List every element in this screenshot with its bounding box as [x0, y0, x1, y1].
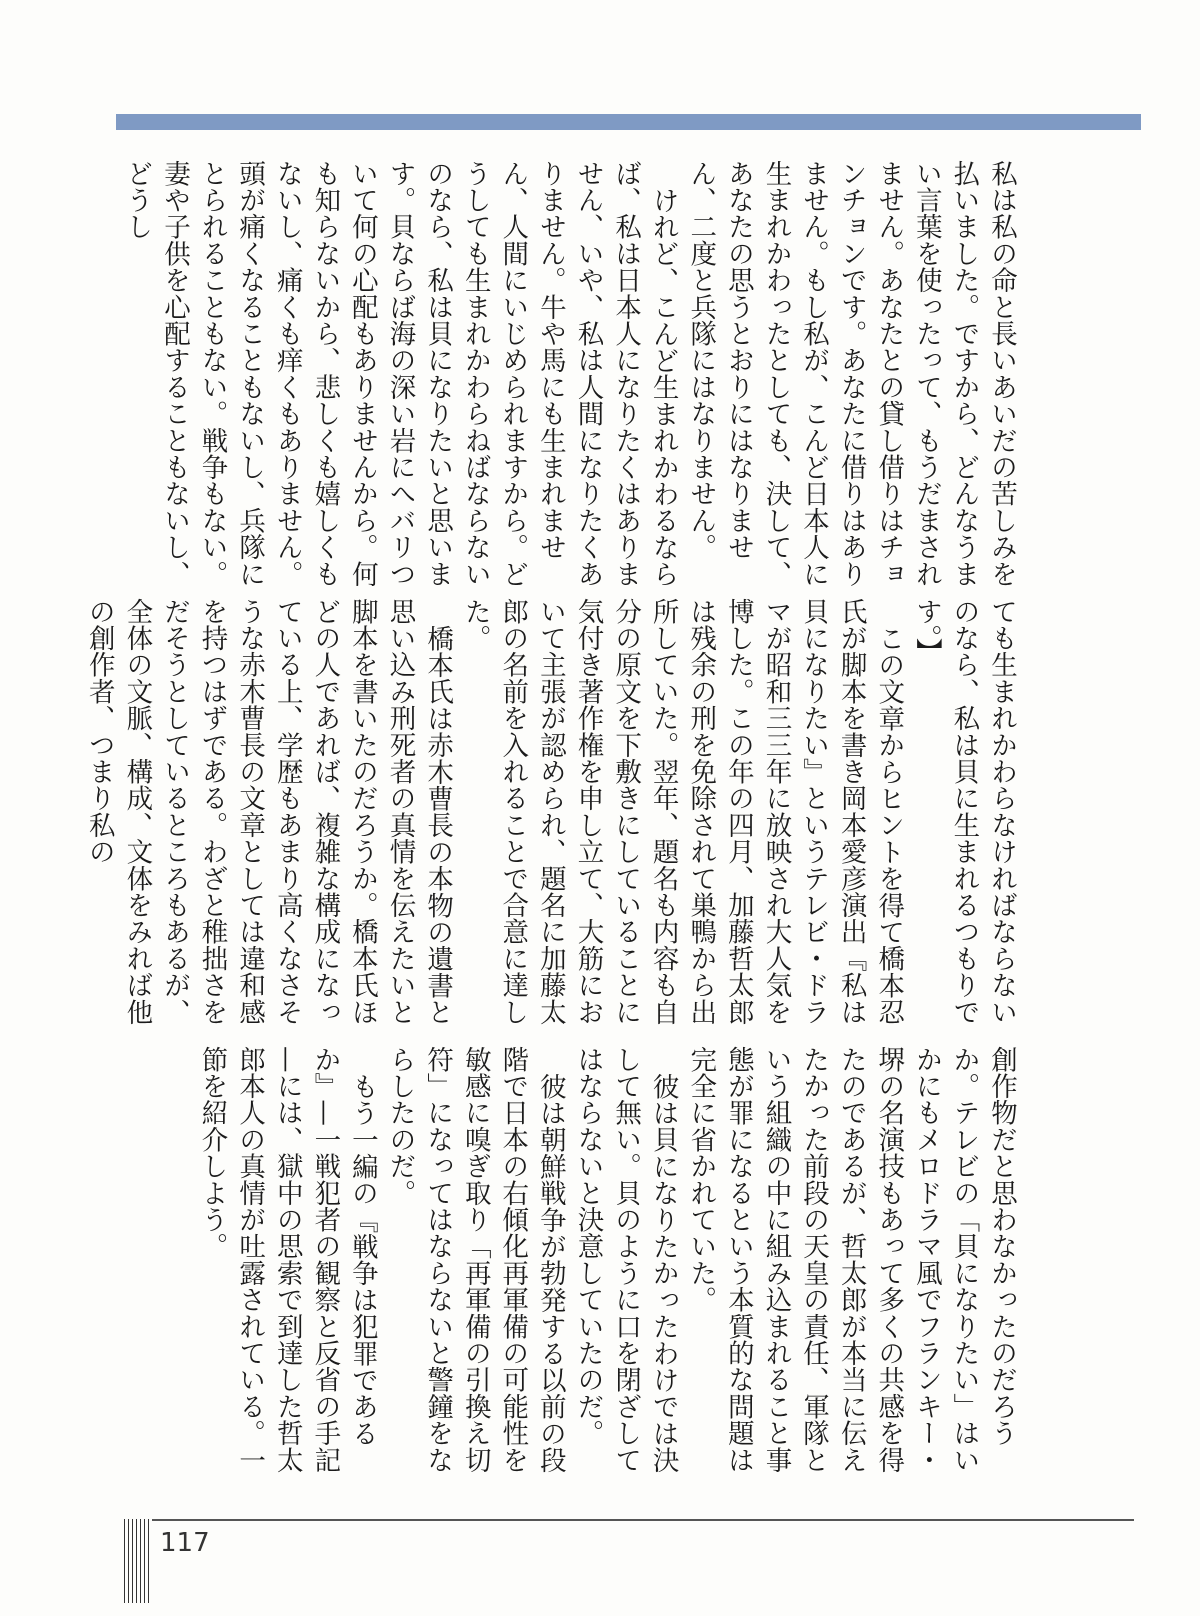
paragraph: ても生まれかわらなければならないのなら、私は貝に生まれるつもりです。】	[910, 598, 1017, 1026]
page-number: 117	[160, 1528, 210, 1558]
footer-rule	[152, 1519, 1134, 1521]
text-block-bottom	[124, 1046, 1020, 1486]
paragraph: この文章からヒントを得て橋本忍氏が脚本を書き岡本愛彦演出『私は貝になりたい』というテレビ・ドラマが昭和三三年に放映され大人気を博した。この年の四月、加藤哲太郎は残余の刑を免除されて巣鴨から出所していた。翌年、題名も内容も自分の原文を下敷きにしていることに気付き著作権を申し立て、大筋において主張が認められ、題名に加藤太郎の名前を入れることで合意に達した。	[459, 598, 905, 1026]
text-block-top	[121, 160, 1020, 590]
paragraph: もう一編の『戦争は犯罪であるか』—一戦犯者の観察と反省の手記—には、獄中の思索で到達した哲太郎本人の真情が吐露されている。一節を紹介しよう。	[196, 1046, 378, 1474]
footer-stripe-ornament	[124, 1519, 150, 1603]
paragraph: 橋本氏は赤木曹長の本物の遺書と思い込み刑死者の真情を伝えたいと脚本を書いたのだろうか。橋本氏ほどの人であれば、複雑な構成になっている上、学歴もあまり高くなさそうな赤木曹長の文章としては違和感を持つはずである。わざと稚拙さをだそうとしているところもあるが、全体の文脈、構成、文体をみれば他の創作者、つまり私の	[83, 598, 454, 1026]
paragraph: 彼は朝鮮戦争が勃発する以前の段階で日本の右傾化再軍備の可能性を敏感に嗅ぎ取り「再軍備の引換え切符」になってはならないと警鐘をならしたのだ。	[384, 1046, 566, 1474]
paragraph: けれど、こんど生まれかわるならば、私は日本人になりたくはありません、いや、私は人間になりたくありません。牛や馬にも生まれません、人間にいじめられますから。どうしても生まれかわらねばならないのなら、私は貝になりたいと思います。貝ならば海の深い岩にへバリついて何の心配もありませんから。何も知らないから、悲しくも嬉しくもないし、痛くも痒くもありません。頭が痛くなることもないし、兵隊にとられることもない。戦争もない。妻や子供を心配することもないし、どうし	[121, 160, 679, 588]
header-color-band	[116, 114, 1141, 130]
paragraph: 彼は貝になりたかったわけでは決して無い。貝のように口を閉ざしてはならないと決意していたのだ。	[572, 1046, 679, 1474]
text-block-middle	[83, 598, 1020, 1038]
paragraph: 創作物だと思わなかったのだろうか。テレビの「貝になりたい」はいかにもメロドラマ風でフランキー・堺の名演技もあって多くの共感を得たのであるが、哲太郎が本当に伝えたかった前段の天皇の責任、軍隊という組織の中に組み込まれること事態が罪になるという本質的な問題は完全に省かれていた。	[685, 1046, 1017, 1474]
paragraph: 私は私の命と長いあいだの苦しみを払いました。ですから、どんなうまい言葉を使ったって、もうだまされません。あなたとの貸し借りはチョンチョンです。あなたに借りはありません。もし私が、こんど日本人に生まれかわったとしても、決して、あなたの思うとおりにはなりません、二度と兵隊にはなりません。	[685, 160, 1017, 588]
